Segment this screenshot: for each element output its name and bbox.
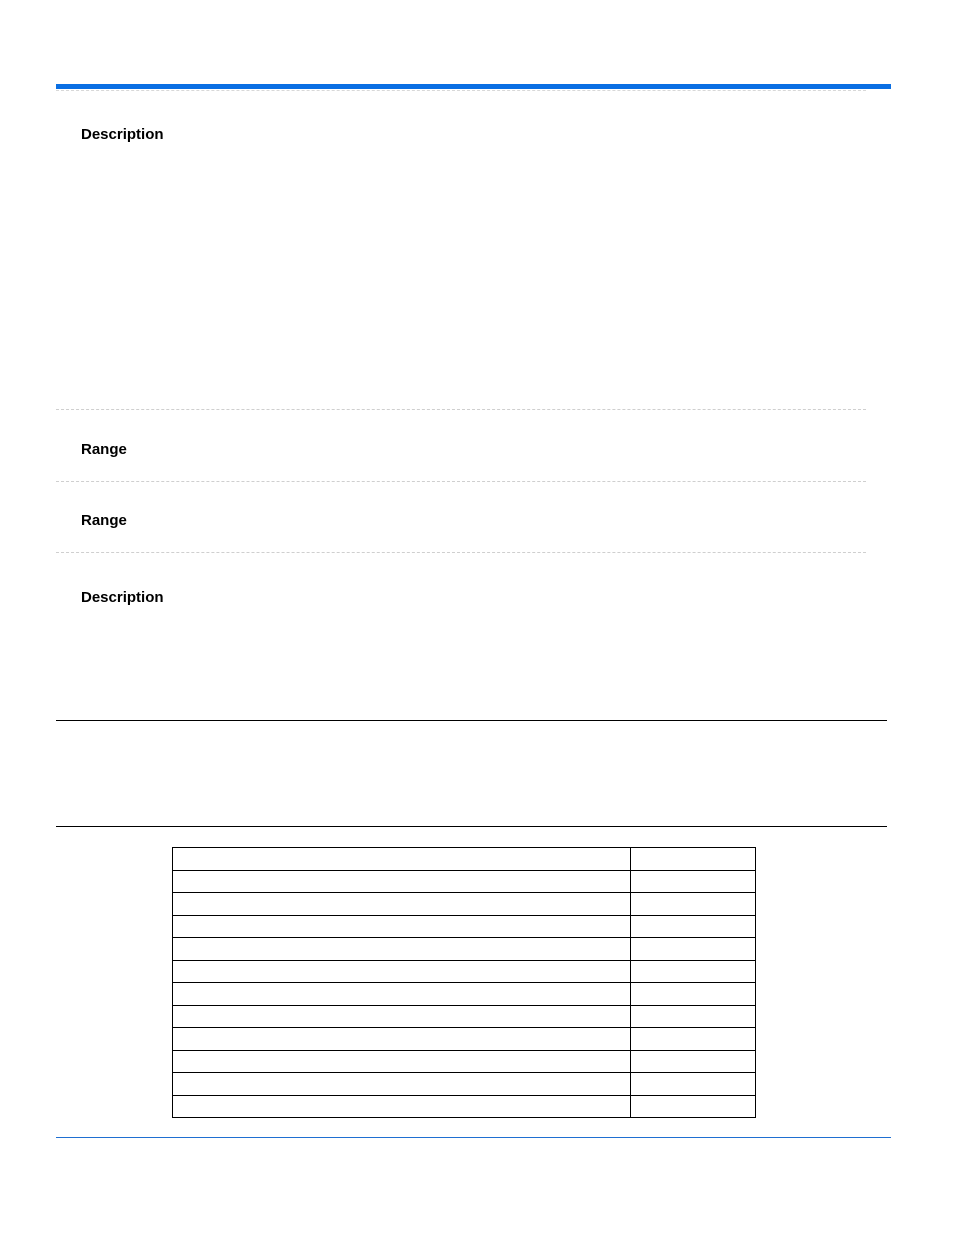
table-cell [631,1095,756,1118]
table-cell [173,915,631,938]
table-row [173,1005,756,1028]
table-cell [173,1095,631,1118]
section-heading-description: Description [81,126,164,143]
table-row [173,1028,756,1051]
table-cell [631,938,756,961]
table-cell [173,1005,631,1028]
table-cell [173,938,631,961]
table-row [173,960,756,983]
table-row [173,870,756,893]
table-cell [173,1050,631,1073]
solid-divider [56,826,887,827]
table-row [173,1073,756,1096]
table-row [173,1050,756,1073]
table-cell [173,1028,631,1051]
header-rule [56,84,891,89]
section-heading-description: Description [81,589,164,606]
table-cell [631,1005,756,1028]
section-heading-range: Range [81,441,127,458]
table-cell [631,870,756,893]
dashed-divider [56,481,866,482]
footer-rule [56,1137,891,1138]
solid-divider [56,720,887,721]
table-row [173,983,756,1006]
table-cell [631,915,756,938]
section-heading-range: Range [81,512,127,529]
table-cell [631,1028,756,1051]
table-cell [173,1073,631,1096]
dashed-divider [56,552,866,553]
table-row [173,893,756,916]
table-cell [631,1050,756,1073]
table-cell [631,960,756,983]
table-cell [173,983,631,1006]
table-row [173,848,756,871]
table-cell [173,960,631,983]
dashed-divider [56,409,866,410]
table-row [173,938,756,961]
table-row [173,1095,756,1118]
table-cell [173,870,631,893]
table-cell [631,1073,756,1096]
table-cell [173,893,631,916]
header-dashed-divider [56,90,866,91]
table-cell [631,983,756,1006]
table-cell [631,893,756,916]
table-cell [631,848,756,871]
table-row [173,915,756,938]
data-table [172,847,756,1118]
table-cell [173,848,631,871]
